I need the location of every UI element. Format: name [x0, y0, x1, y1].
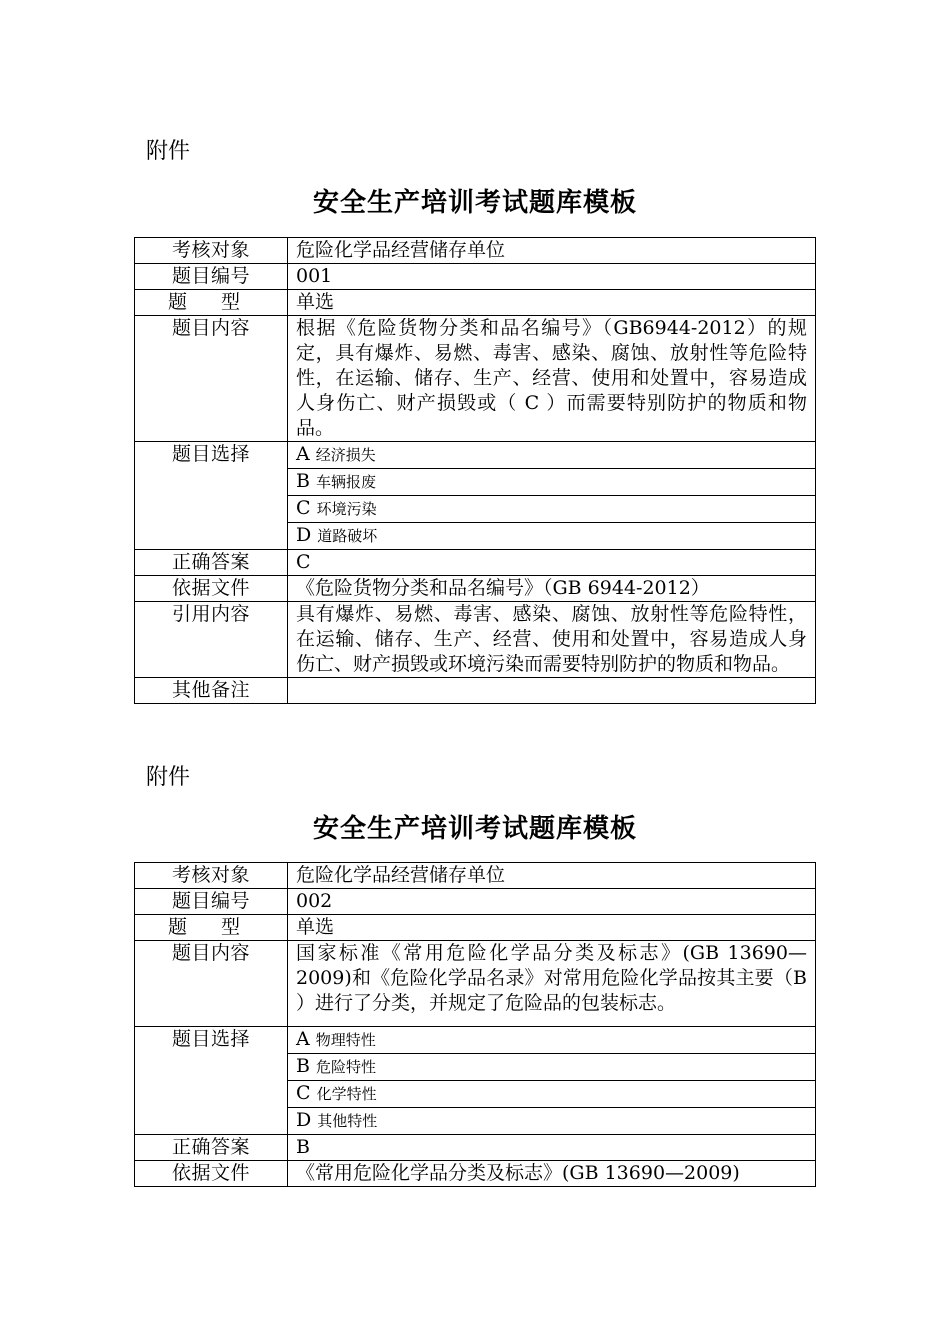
table-row — [135, 915, 816, 941]
quote-label: 引用内容 — [135, 602, 288, 678]
option-letter: C — [296, 1082, 311, 1104]
option-letter: C — [296, 497, 311, 519]
target-value: 危险化学品经营储存单位 — [288, 238, 816, 264]
table-row — [135, 1027, 816, 1054]
option-text: 经济损失 — [315, 446, 376, 464]
table-row — [135, 602, 816, 678]
target-value: 危险化学品经营储存单位 — [288, 863, 816, 889]
number-label: 题目编号 — [135, 264, 288, 290]
content-label: 题目内容 — [135, 941, 288, 1027]
type-label: 题 型 — [135, 290, 288, 316]
table-row — [135, 576, 816, 602]
basis-label: 依据文件 — [135, 576, 288, 602]
page-title: 安全生产培训考试题库模板 — [312, 188, 637, 218]
option-d — [288, 1108, 816, 1135]
basis-value: 《常用危险化学品分类及标志》(GB 13690—2009) — [288, 1161, 816, 1187]
target-label: 考核对象 — [135, 863, 288, 889]
table-row — [135, 889, 816, 915]
option-text: 环境污染 — [316, 500, 377, 518]
attachment-label: 附件 — [146, 765, 191, 790]
option-text: 化学特性 — [316, 1085, 377, 1103]
basis-label: 依据文件 — [135, 1161, 288, 1187]
option-d — [288, 523, 816, 550]
attachment-label: 附件 — [146, 139, 191, 164]
remark-label: 其他备注 — [135, 678, 288, 704]
table-row — [135, 264, 816, 290]
option-letter: D — [296, 1109, 312, 1131]
type-value: 单选 — [288, 290, 816, 316]
option-text: 道路破坏 — [317, 527, 378, 545]
table-row — [135, 442, 816, 469]
option-b — [288, 469, 816, 496]
table-row — [135, 1135, 816, 1161]
question-table — [134, 862, 816, 1187]
option-text: 车辆报废 — [316, 473, 377, 491]
answer-value: C — [288, 550, 816, 576]
answer-label: 正确答案 — [135, 1135, 288, 1161]
content-value: 根据《危险货物分类和品名编号》（GB6944-2012）的规定，具有爆炸、易燃、毒害、感染、腐蚀、放射性等危险特性，在运输、储存、生产、经营、使用和处置中，容易造成人身伤亡、财产损毁或（ C ）而需要特别防护的物质和物品。 — [288, 316, 816, 442]
options-label: 题目选择 — [135, 442, 288, 550]
options-label: 题目选择 — [135, 1027, 288, 1135]
table-row — [135, 863, 816, 889]
type-label: 题 型 — [135, 915, 288, 941]
target-label: 考核对象 — [135, 238, 288, 264]
option-text: 危险特性 — [316, 1058, 377, 1076]
question-table — [134, 237, 816, 704]
option-letter: D — [296, 524, 312, 546]
table-row — [135, 1161, 816, 1187]
content-value: 国家标准《常用危险化学品分类及标志》(GB 13690—2009)和《危险化学品名录》对常用危险化学品按其主要（B ）进行了分类，并规定了危险品的包装标志。 — [288, 941, 816, 1027]
content-label: 题目内容 — [135, 316, 288, 442]
table-row — [135, 238, 816, 264]
option-c — [288, 496, 816, 523]
option-text: 物理特性 — [315, 1031, 376, 1049]
option-text: 其他特性 — [317, 1112, 378, 1130]
option-a — [288, 442, 816, 469]
option-b — [288, 1054, 816, 1081]
type-value: 单选 — [288, 915, 816, 941]
table-row — [135, 678, 816, 704]
option-letter: B — [296, 1055, 310, 1077]
table-row — [135, 290, 816, 316]
option-letter: B — [296, 470, 310, 492]
answer-label: 正确答案 — [135, 550, 288, 576]
page-title: 安全生产培训考试题库模板 — [312, 814, 637, 844]
table-row — [135, 941, 816, 1027]
table-row — [135, 550, 816, 576]
table-row — [135, 316, 816, 442]
number-value: 001 — [288, 264, 816, 290]
answer-value: B — [288, 1135, 816, 1161]
number-value: 002 — [288, 889, 816, 915]
option-a — [288, 1027, 816, 1054]
basis-value: 《危险货物分类和品名编号》（GB 6944-2012） — [288, 576, 816, 602]
option-c — [288, 1081, 816, 1108]
number-label: 题目编号 — [135, 889, 288, 915]
quote-value: 具有爆炸、易燃、毒害、感染、腐蚀、放射性等危险特性，在运输、储存、生产、经营、使用和处置中，容易造成人身伤亡、财产损毁或环境污染而需要特别防护的物质和物品。 — [288, 602, 816, 678]
remark-value — [288, 678, 816, 704]
option-letter: A — [296, 443, 310, 465]
option-letter: A — [296, 1028, 310, 1050]
